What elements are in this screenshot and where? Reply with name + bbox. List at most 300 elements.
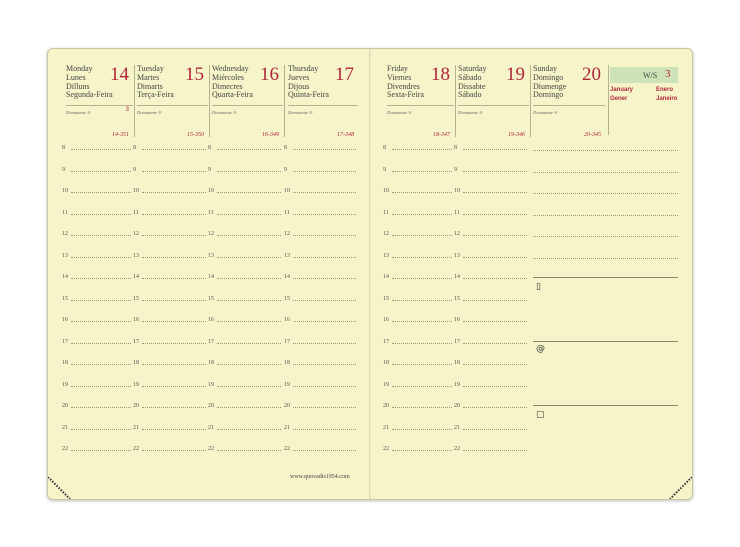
hour-row[interactable] bbox=[383, 360, 454, 366]
at-sign-icon: @ bbox=[536, 344, 545, 354]
week-box-divider bbox=[608, 65, 609, 135]
hour-line bbox=[463, 192, 527, 193]
hour-label: 14 bbox=[454, 274, 460, 280]
hour-row[interactable] bbox=[133, 274, 208, 280]
hour-line bbox=[293, 192, 356, 193]
hour-line bbox=[142, 321, 206, 322]
day-name: Divendres bbox=[387, 81, 420, 91]
hour-row[interactable] bbox=[62, 252, 133, 259]
notes-line[interactable] bbox=[533, 171, 678, 173]
hour-label: 19 bbox=[62, 381, 68, 388]
hour-label: 8 bbox=[454, 145, 457, 151]
hour-line bbox=[142, 450, 206, 451]
hour-line bbox=[392, 300, 452, 301]
hour-label: 21 bbox=[208, 424, 214, 431]
hour-line bbox=[463, 364, 527, 365]
hour-row[interactable] bbox=[62, 317, 133, 323]
day-name: Viernes bbox=[387, 72, 412, 82]
day-count: 15-350 bbox=[187, 132, 204, 138]
day-divider bbox=[530, 65, 531, 137]
day-name: Sexta-Feira bbox=[387, 90, 424, 100]
hour-label: 10 bbox=[133, 188, 139, 194]
hour-label: 14 bbox=[383, 274, 389, 280]
hour-label: 18 bbox=[208, 360, 214, 366]
dominante-label: Dominante ® bbox=[288, 110, 313, 115]
header-rule bbox=[137, 105, 208, 106]
hour-label: 18 bbox=[383, 360, 389, 366]
hour-label: 9 bbox=[383, 166, 386, 173]
hour-row[interactable] bbox=[62, 338, 133, 345]
hour-label: 22 bbox=[284, 446, 290, 452]
hour-label: 12 bbox=[208, 231, 214, 237]
hour-line bbox=[392, 192, 452, 193]
hour-row[interactable] bbox=[284, 295, 358, 302]
day-names bbox=[533, 65, 566, 100]
hour-line bbox=[293, 450, 356, 451]
hour-line bbox=[392, 149, 452, 150]
day-count: 18-347 bbox=[433, 132, 450, 138]
hour-row[interactable] bbox=[133, 209, 208, 216]
hour-line bbox=[142, 257, 206, 258]
hour-row[interactable] bbox=[284, 231, 358, 237]
hour-line bbox=[392, 171, 452, 172]
hour-row[interactable] bbox=[383, 295, 454, 302]
hour-row[interactable] bbox=[208, 188, 283, 194]
hour-line bbox=[217, 321, 281, 322]
hour-line bbox=[392, 214, 452, 215]
day-names bbox=[137, 65, 174, 100]
notes-line[interactable] bbox=[533, 257, 678, 259]
day-names bbox=[212, 65, 253, 100]
hour-line bbox=[392, 407, 452, 408]
hour-line bbox=[71, 321, 131, 322]
day-number: 16 bbox=[260, 64, 279, 85]
hour-label: 11 bbox=[133, 209, 139, 216]
dominante-label: Dominante ® bbox=[137, 110, 162, 115]
hour-row[interactable] bbox=[454, 252, 529, 259]
hour-line bbox=[392, 278, 452, 279]
hour-line bbox=[217, 364, 281, 365]
hour-label: 15 bbox=[284, 295, 290, 302]
day-names bbox=[458, 65, 486, 100]
hour-row[interactable] bbox=[62, 360, 133, 366]
hour-line bbox=[392, 257, 452, 258]
hour-row[interactable] bbox=[383, 424, 454, 431]
hour-row[interactable] bbox=[208, 403, 283, 409]
hour-label: 10 bbox=[383, 188, 389, 194]
hour-line bbox=[392, 429, 452, 430]
hour-row[interactable] bbox=[208, 209, 283, 216]
day-name: Dimecres bbox=[212, 81, 243, 91]
notes-memo-rule bbox=[533, 405, 678, 406]
hour-row[interactable] bbox=[208, 274, 283, 280]
day-name: Wednesday bbox=[212, 64, 249, 73]
hour-label: 16 bbox=[208, 317, 214, 323]
hour-line bbox=[463, 300, 527, 301]
hour-row[interactable] bbox=[133, 338, 208, 345]
hour-line bbox=[71, 278, 131, 279]
dominante-label: Dominante ® bbox=[533, 110, 558, 115]
hour-line bbox=[463, 343, 527, 344]
day-name: Diumenge bbox=[533, 81, 567, 91]
hour-label: 13 bbox=[208, 252, 214, 259]
day-divider bbox=[134, 65, 135, 137]
hour-label: 17 bbox=[133, 338, 139, 345]
hour-row[interactable] bbox=[284, 274, 358, 280]
hour-line bbox=[71, 149, 131, 150]
hour-label: 19 bbox=[383, 381, 389, 388]
hour-line bbox=[217, 257, 281, 258]
hour-row[interactable] bbox=[208, 317, 283, 323]
hour-row[interactable] bbox=[454, 188, 529, 194]
day-name: Domingo bbox=[533, 72, 564, 82]
month-enero: Enero bbox=[656, 87, 674, 93]
hour-label: 19 bbox=[454, 381, 460, 388]
hour-label: 12 bbox=[133, 231, 139, 237]
hour-row[interactable] bbox=[62, 145, 133, 151]
day-name: Sunday bbox=[533, 64, 557, 73]
header-rule bbox=[533, 105, 605, 106]
hour-label: 8 bbox=[284, 145, 287, 151]
hour-line bbox=[392, 386, 452, 387]
hour-line bbox=[293, 171, 356, 172]
hour-row[interactable] bbox=[454, 145, 529, 151]
hour-row[interactable] bbox=[284, 403, 358, 409]
hour-line bbox=[217, 407, 281, 408]
day-name: Monday bbox=[66, 64, 93, 73]
hour-line bbox=[71, 407, 131, 408]
day-name: Dimarts bbox=[137, 81, 163, 91]
hour-line bbox=[463, 450, 527, 451]
hour-label: 8 bbox=[208, 145, 211, 151]
hour-label: 16 bbox=[62, 317, 68, 323]
hour-label: 20 bbox=[208, 403, 214, 409]
day-count: 14-351 bbox=[112, 132, 129, 138]
hour-row[interactable] bbox=[62, 446, 133, 452]
hour-row[interactable] bbox=[62, 209, 133, 216]
hour-row[interactable] bbox=[284, 338, 358, 345]
hour-row[interactable] bbox=[208, 252, 283, 259]
hour-row[interactable] bbox=[383, 403, 454, 409]
hour-row[interactable] bbox=[62, 403, 133, 409]
hour-label: 9 bbox=[133, 166, 136, 173]
hour-row[interactable] bbox=[133, 446, 208, 452]
hour-line bbox=[463, 257, 527, 258]
hour-label: 22 bbox=[133, 446, 139, 452]
hour-label: 14 bbox=[62, 274, 68, 280]
hour-line bbox=[293, 386, 356, 387]
hour-line bbox=[463, 235, 527, 236]
hour-label: 19 bbox=[208, 381, 214, 388]
hour-label: 13 bbox=[454, 252, 460, 259]
day-count: 16-349 bbox=[262, 132, 279, 138]
hour-row[interactable] bbox=[62, 381, 133, 388]
hour-row[interactable] bbox=[133, 381, 208, 388]
hour-row[interactable] bbox=[208, 145, 283, 151]
hour-label: 14 bbox=[284, 274, 290, 280]
hour-row[interactable] bbox=[454, 424, 529, 431]
hour-line bbox=[142, 235, 206, 236]
header-rule bbox=[212, 105, 283, 106]
hour-line bbox=[71, 235, 131, 236]
week-number-box bbox=[610, 67, 678, 83]
hour-row[interactable] bbox=[62, 424, 133, 431]
hour-row[interactable] bbox=[284, 166, 358, 173]
hour-row[interactable] bbox=[208, 446, 283, 452]
hour-row[interactable] bbox=[284, 446, 358, 452]
hour-row[interactable] bbox=[62, 295, 133, 302]
hour-row[interactable] bbox=[383, 209, 454, 216]
hour-line bbox=[142, 171, 206, 172]
day-name: Friday bbox=[387, 64, 408, 73]
day-name: Quarta-Feira bbox=[212, 90, 253, 100]
hour-label: 21 bbox=[133, 424, 139, 431]
hour-line bbox=[217, 343, 281, 344]
hour-row[interactable] bbox=[133, 252, 208, 259]
hour-row[interactable] bbox=[383, 317, 454, 323]
note-icon: ▢ bbox=[536, 410, 545, 420]
hour-label: 15 bbox=[454, 295, 460, 302]
day-name: Jueves bbox=[288, 72, 310, 82]
hour-line bbox=[71, 386, 131, 387]
hour-line bbox=[142, 149, 206, 150]
corner-strap-left bbox=[48, 477, 88, 499]
day-divider bbox=[209, 65, 210, 137]
hour-line bbox=[293, 235, 356, 236]
hour-line bbox=[142, 407, 206, 408]
hour-line bbox=[217, 429, 281, 430]
hour-label: 13 bbox=[383, 252, 389, 259]
hour-label: 14 bbox=[208, 274, 214, 280]
hour-row[interactable] bbox=[208, 231, 283, 237]
hour-row[interactable] bbox=[383, 274, 454, 280]
hour-label: 16 bbox=[383, 317, 389, 323]
hour-row[interactable] bbox=[62, 188, 133, 194]
hour-label: 22 bbox=[208, 446, 214, 452]
hour-row[interactable] bbox=[208, 295, 283, 302]
hour-line bbox=[293, 321, 356, 322]
hour-row[interactable] bbox=[133, 188, 208, 194]
hour-line bbox=[463, 171, 527, 172]
hour-row[interactable] bbox=[383, 166, 454, 173]
hour-label: 15 bbox=[208, 295, 214, 302]
hour-line bbox=[293, 257, 356, 258]
spine bbox=[369, 49, 371, 499]
hour-row[interactable] bbox=[133, 231, 208, 237]
hour-label: 11 bbox=[284, 209, 290, 216]
hour-line bbox=[293, 407, 356, 408]
hour-line bbox=[142, 429, 206, 430]
day-name: Tuesday bbox=[137, 64, 164, 73]
day-name: Sábado bbox=[458, 72, 482, 82]
hour-line bbox=[142, 300, 206, 301]
hour-row[interactable] bbox=[454, 403, 529, 409]
hour-line bbox=[293, 149, 356, 150]
hour-label: 14 bbox=[133, 274, 139, 280]
hour-line bbox=[217, 450, 281, 451]
hour-label: 12 bbox=[284, 231, 290, 237]
hour-row[interactable] bbox=[284, 188, 358, 194]
day-number: 17 bbox=[335, 64, 354, 85]
hour-label: 10 bbox=[208, 188, 214, 194]
hour-label: 21 bbox=[62, 424, 68, 431]
day-divider bbox=[455, 65, 456, 137]
hour-row[interactable] bbox=[208, 166, 283, 173]
hour-label: 19 bbox=[284, 381, 290, 388]
hour-line bbox=[217, 171, 281, 172]
hour-label: 20 bbox=[62, 403, 68, 409]
notes-line[interactable] bbox=[533, 149, 678, 151]
hour-row[interactable] bbox=[454, 166, 529, 173]
hour-row[interactable] bbox=[284, 209, 358, 216]
hour-line bbox=[71, 192, 131, 193]
hour-label: 11 bbox=[383, 209, 389, 216]
hour-line bbox=[293, 278, 356, 279]
hour-line bbox=[293, 300, 356, 301]
hour-label: 22 bbox=[383, 446, 389, 452]
hour-row[interactable] bbox=[284, 145, 358, 151]
day-name: Terça-Feira bbox=[137, 90, 174, 100]
day-name: Saturday bbox=[458, 64, 487, 73]
hour-line bbox=[463, 278, 527, 279]
hour-row[interactable] bbox=[284, 424, 358, 431]
hour-line bbox=[217, 386, 281, 387]
hour-row[interactable] bbox=[133, 166, 208, 173]
hour-line bbox=[463, 321, 527, 322]
hour-line bbox=[217, 214, 281, 215]
header-rule bbox=[66, 105, 133, 106]
day-number: 14 bbox=[110, 64, 129, 85]
phone-icon: ▯ bbox=[536, 282, 541, 292]
hour-label: 16 bbox=[284, 317, 290, 323]
hour-line bbox=[293, 429, 356, 430]
hour-label: 18 bbox=[454, 360, 460, 366]
hour-row[interactable] bbox=[62, 166, 133, 173]
day-name: Dissabte bbox=[458, 81, 486, 91]
hour-line bbox=[293, 364, 356, 365]
hour-row[interactable] bbox=[454, 338, 529, 345]
day-name: Dijous bbox=[288, 81, 310, 91]
hour-row[interactable] bbox=[208, 338, 283, 345]
hour-label: 9 bbox=[62, 166, 65, 173]
hour-row[interactable] bbox=[208, 424, 283, 431]
hour-row[interactable] bbox=[133, 145, 208, 151]
hour-row[interactable] bbox=[454, 295, 529, 302]
hour-label: 16 bbox=[133, 317, 139, 323]
hour-row[interactable] bbox=[454, 317, 529, 323]
hour-label: 15 bbox=[383, 295, 389, 302]
day-number: 18 bbox=[431, 64, 450, 85]
hour-label: 9 bbox=[208, 166, 211, 173]
hour-row[interactable] bbox=[284, 317, 358, 323]
day-count: 20-345 bbox=[584, 132, 601, 138]
hour-row[interactable] bbox=[454, 274, 529, 280]
notes-line[interactable] bbox=[533, 235, 678, 237]
hour-line bbox=[142, 214, 206, 215]
hour-label: 9 bbox=[284, 166, 287, 173]
day-number: 15 bbox=[185, 64, 204, 85]
hour-line bbox=[71, 300, 131, 301]
hour-label: 17 bbox=[454, 338, 460, 345]
hour-row[interactable] bbox=[454, 231, 529, 237]
hour-row[interactable] bbox=[454, 446, 529, 452]
hour-label: 21 bbox=[383, 424, 389, 431]
hour-row[interactable] bbox=[208, 381, 283, 388]
notes-line[interactable] bbox=[533, 214, 678, 216]
hour-label: 20 bbox=[284, 403, 290, 409]
week-label: W/S bbox=[643, 71, 658, 80]
hour-line bbox=[71, 257, 131, 258]
hour-row[interactable] bbox=[284, 381, 358, 388]
hour-row[interactable] bbox=[133, 360, 208, 366]
hour-label: 15 bbox=[62, 295, 68, 302]
hour-line bbox=[463, 214, 527, 215]
hour-line bbox=[142, 386, 206, 387]
day-name: Martes bbox=[137, 72, 160, 82]
hour-row[interactable] bbox=[133, 295, 208, 302]
hour-row[interactable] bbox=[383, 338, 454, 345]
notes-phone-rule bbox=[533, 277, 678, 278]
hour-row[interactable] bbox=[383, 145, 454, 151]
hour-row[interactable] bbox=[284, 360, 358, 366]
hour-label: 11 bbox=[208, 209, 214, 216]
hour-row[interactable] bbox=[133, 317, 208, 323]
hour-row[interactable] bbox=[62, 274, 133, 280]
hour-row[interactable] bbox=[133, 403, 208, 409]
footer-url: www.quovadis1954.com bbox=[290, 474, 350, 480]
day-names bbox=[66, 65, 113, 100]
hour-line bbox=[217, 149, 281, 150]
notes-line[interactable] bbox=[533, 192, 678, 194]
hour-row[interactable] bbox=[383, 381, 454, 388]
hour-row[interactable] bbox=[383, 252, 454, 259]
notes-email-rule bbox=[533, 341, 678, 342]
hour-row[interactable] bbox=[383, 188, 454, 194]
diary-spread bbox=[47, 48, 693, 500]
hour-row[interactable] bbox=[383, 231, 454, 237]
hour-label: 16 bbox=[454, 317, 460, 323]
hour-row[interactable] bbox=[62, 231, 133, 237]
month-janeiro: Janeiro bbox=[656, 96, 678, 102]
hour-row[interactable] bbox=[454, 360, 529, 366]
day-name: Segunda-Feira bbox=[66, 90, 113, 100]
hour-label: 22 bbox=[62, 446, 68, 452]
day-count: 19-346 bbox=[508, 132, 525, 138]
day-name: Miércoles bbox=[212, 72, 244, 82]
hour-label: 8 bbox=[383, 145, 386, 151]
day-names bbox=[387, 65, 424, 100]
hour-label: 12 bbox=[62, 231, 68, 237]
day-names bbox=[288, 65, 329, 100]
hour-label: 20 bbox=[383, 403, 389, 409]
hour-label: 21 bbox=[284, 424, 290, 431]
corner-strap-right bbox=[652, 477, 692, 499]
hour-line bbox=[71, 429, 131, 430]
hour-row[interactable] bbox=[284, 252, 358, 259]
day-name: Lunes bbox=[66, 72, 86, 82]
hour-row[interactable] bbox=[454, 381, 529, 388]
hour-row[interactable] bbox=[454, 209, 529, 216]
hour-row[interactable] bbox=[208, 360, 283, 366]
hour-row[interactable] bbox=[133, 424, 208, 431]
hour-line bbox=[217, 192, 281, 193]
hour-line bbox=[392, 321, 452, 322]
day-divider bbox=[284, 65, 285, 137]
hour-label: 9 bbox=[454, 166, 457, 173]
hour-row[interactable] bbox=[383, 446, 454, 452]
month-gener: Gener bbox=[610, 96, 628, 102]
hour-line bbox=[392, 343, 452, 344]
